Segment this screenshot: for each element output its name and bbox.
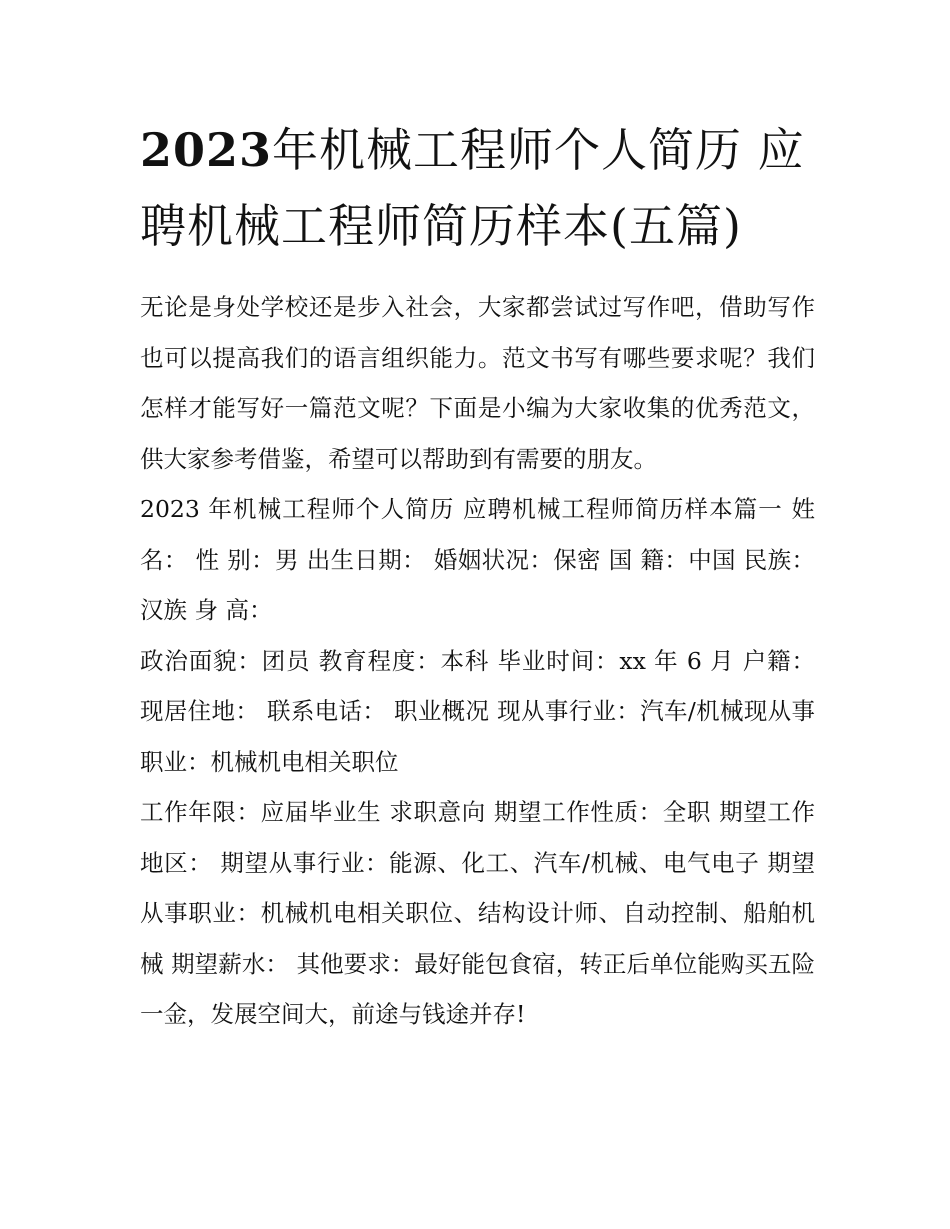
document-title [140, 112, 815, 264]
resume-paragraph-profile: 政治面貌：团员 教育程度：本科 毕业时间：xx 年 6 月 户籍： 现居住地： 联系电话： 职业概况 现从事行业：汽车/机械现从事职业：机械机电相关职位 [140, 646, 815, 776]
document-body [140, 282, 815, 1040]
title-text: 年机械工程师个人简历 应聘机械工程师简历样本(五篇) [140, 123, 805, 253]
resume-paragraph-basic-info: 2023 年机械工程师个人简历 应聘机械工程师简历样本篇一 姓名： 性 别：男 出生日期： 婚姻状况：保密 国 籍：中国 民族：汉族 身 高： [140, 495, 815, 624]
intro-paragraph: 无论是身处学校还是步入社会，大家都尝试过写作吧，借助写作也可以提高我们的语言组织能力。范文书写有哪些要求呢？我们怎样才能写好一篇范文呢？下面是小编为大家收集的优秀范文，供大家参考借鉴，希望可以帮助到有需要的朋友。 [140, 293, 815, 473]
document-page [140, 112, 815, 1040]
resume-paragraph-job-intent: 工作年限：应届毕业生 求职意向 期望工作性质：全职 期望工作地区： 期望从事行业：能源、化工、汽车/机械、电气电子 期望从事职业：机械机电相关职位、结构设计师、自动控制、船舶机械 期望薪水： 其他要求：最好能包食宿，转正后单位能购买五险一金，发展空间大，前途与钱途并存! [140, 798, 815, 1028]
title-year: 2023 [140, 123, 273, 177]
